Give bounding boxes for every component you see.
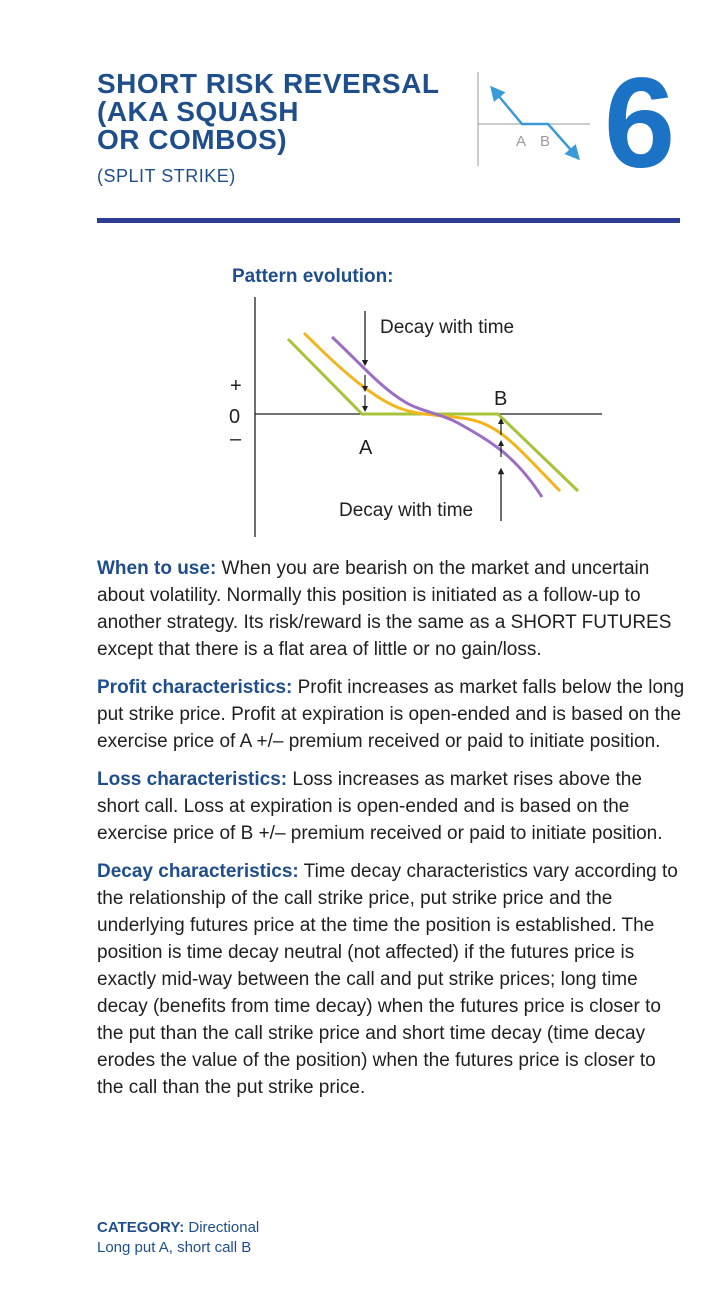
pattern-evolution-chart [200,295,620,545]
section-label: Loss characteristics: [97,769,288,790]
category-line [97,1218,259,1238]
annotation-top: Decay with time [380,317,515,338]
section-loss [97,766,685,847]
section-label: Decay characteristics: [97,861,299,882]
mini-payoff-diagram [474,70,594,170]
legs-line: Long put A, short call B [97,1239,252,1256]
body-text [97,555,685,1112]
mini-payoff-line [492,88,578,158]
y-label-minus: – [230,428,242,450]
title-block [97,70,467,187]
annotation-bottom: Decay with time [339,500,474,521]
mini-label-b: B [540,133,551,150]
header-rule [97,218,680,223]
y-label-zero: 0 [229,406,241,428]
strategy-number: 6 [604,52,676,195]
footer [97,1218,259,1258]
subtitle: (SPLIT STRIKE) [97,166,236,186]
section-text: When you are bearish on the market and uncertain about volatility. Normally this position is initiated as a follow-up to another strategy. Its risk/reward is the same as a SHORT FUTURES except that there is a flat area of little or no gain/loss. [97,558,672,660]
section-label: When to use: [97,558,217,579]
section-text: Time decay characteristics vary according to the relationship of the call strike price, put strike price and the underlying futures price at the time the position is established. The position is time decay neutral (not affected) if the futures price is exactly mid-way between the call and put strike prices; long time decay (benefits from time decay) when the futures price is closer to the put than the call strike price and short time decay (time decay erodes the value of the position) when the futures price is closer to the call than the put strike price. [97,861,678,1098]
title-line-1: SHORT RISK REVERSAL [97,68,440,99]
category-value: Directional [184,1219,260,1236]
strike-label-a: A [359,437,373,459]
strike-label-b: B [494,388,508,410]
title-line-2: (AKA SQUASH [97,96,300,127]
mini-label-a: A [516,133,527,150]
chart-heading: Pattern evolution: [232,266,394,287]
title-line-3: OR COMBOS) [97,124,288,155]
section-decay [97,858,685,1101]
section-text: Profit increases as market falls below the long put strike price. Profit at expiration is open-ended and is based on the exercise price of A +/– premium received or paid to initiate position. [97,677,685,752]
series-initial [332,337,542,497]
y-label-plus: + [230,375,242,397]
section-when-to-use [97,555,685,663]
section-profit [97,674,685,755]
category-label: CATEGORY: [97,1219,185,1236]
section-text: Loss increases as market rises above the short call. Loss at expiration is open-ended and is based on the exercise price of B +/– premium received or paid to initiate position. [97,769,663,844]
section-label: Profit characteristics: [97,677,293,698]
